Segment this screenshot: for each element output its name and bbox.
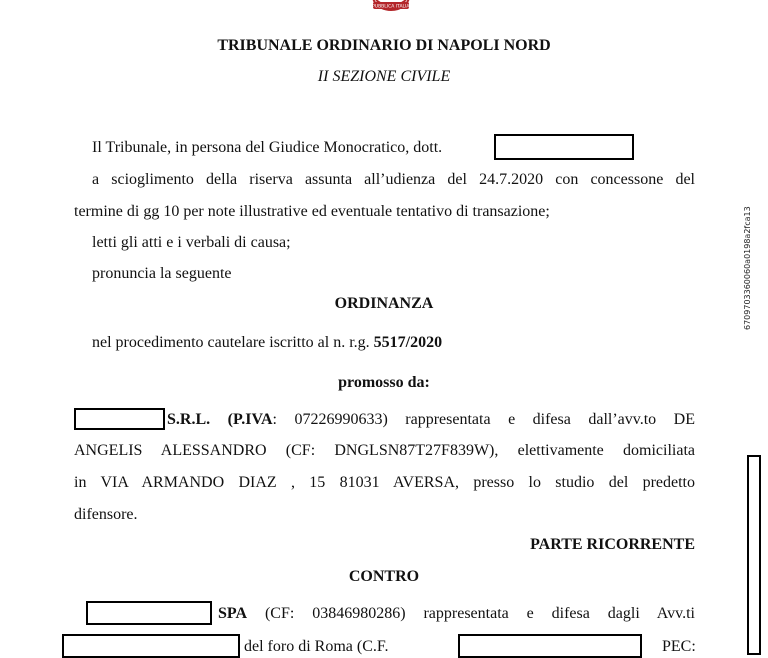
party2-details: (CF: 03846980286) rappresentata e difesa dagli Avv.ti <box>264 605 696 622</box>
intro-line-4: letti gli atti e i verbali di causa; <box>92 234 291 251</box>
procedure-number: 5517/2020 <box>373 334 443 351</box>
intro-line-5: pronuncia la seguente <box>92 265 232 282</box>
party1-line-1 <box>167 410 695 430</box>
redaction-side-bar <box>747 455 761 655</box>
intro-line-3: termine di gg 10 per note illustrative ed eventuale tentativo di transazione; <box>74 203 550 220</box>
party1-line-2: ANGELIS ALESSANDRO (CF: DNGLSN87T27F839W), elettivamente domiciliata <box>74 442 695 459</box>
intro-line-1: Il Tribunale, in persona del Giudice Monocratico, dott. <box>92 139 443 156</box>
side-document-code: 6709703360060a0198a2fca13 <box>743 206 752 330</box>
party2-line-2b: PEC: <box>662 638 696 655</box>
party2-company-type: SPA <box>218 605 248 622</box>
ordinanza-heading: ORDINANZA <box>334 295 434 312</box>
court-section: II SEZIONE CIVILE <box>317 68 451 85</box>
parte-ricorrente-label: PARTE RICORRENTE <box>530 536 695 553</box>
party1-company-type: S.R.L. (P.IVA <box>167 411 273 428</box>
party1-line-3: in VIA ARMANDO DIAZ , 15 81031 AVERSA, presso lo studio del predetto <box>74 474 695 491</box>
intro-line-2: a scioglimento della riserva assunta all’udienza del 24.7.2020 con concessone del <box>92 171 695 188</box>
contro-heading: CONTRO <box>348 568 420 585</box>
party1-details: : 07226990633) rappresentata e difesa dall’avv.to DE <box>272 411 696 428</box>
redaction-party2-cf <box>458 634 642 658</box>
promosso-heading: promosso da: <box>338 374 430 391</box>
seal-text: REPUBBLICA ITALIANA <box>366 4 416 10</box>
court-seal-emblem <box>356 0 426 18</box>
party1-line-4: difensore. <box>74 506 138 523</box>
procedure-line <box>92 333 442 353</box>
redaction-judge-name <box>494 134 634 160</box>
party2-line-2a: del foro di Roma (C.F. <box>244 638 389 655</box>
procedure-text: nel procedimento cautelare iscritto al n. r.g. <box>92 334 370 351</box>
court-title: TRIBUNALE ORDINARIO DI NAPOLI NORD <box>217 37 551 54</box>
redaction-party2-lawyers <box>62 634 240 658</box>
redaction-party1-name <box>74 408 165 430</box>
redaction-party2-name <box>86 601 212 625</box>
party2-line-1 <box>218 604 695 624</box>
